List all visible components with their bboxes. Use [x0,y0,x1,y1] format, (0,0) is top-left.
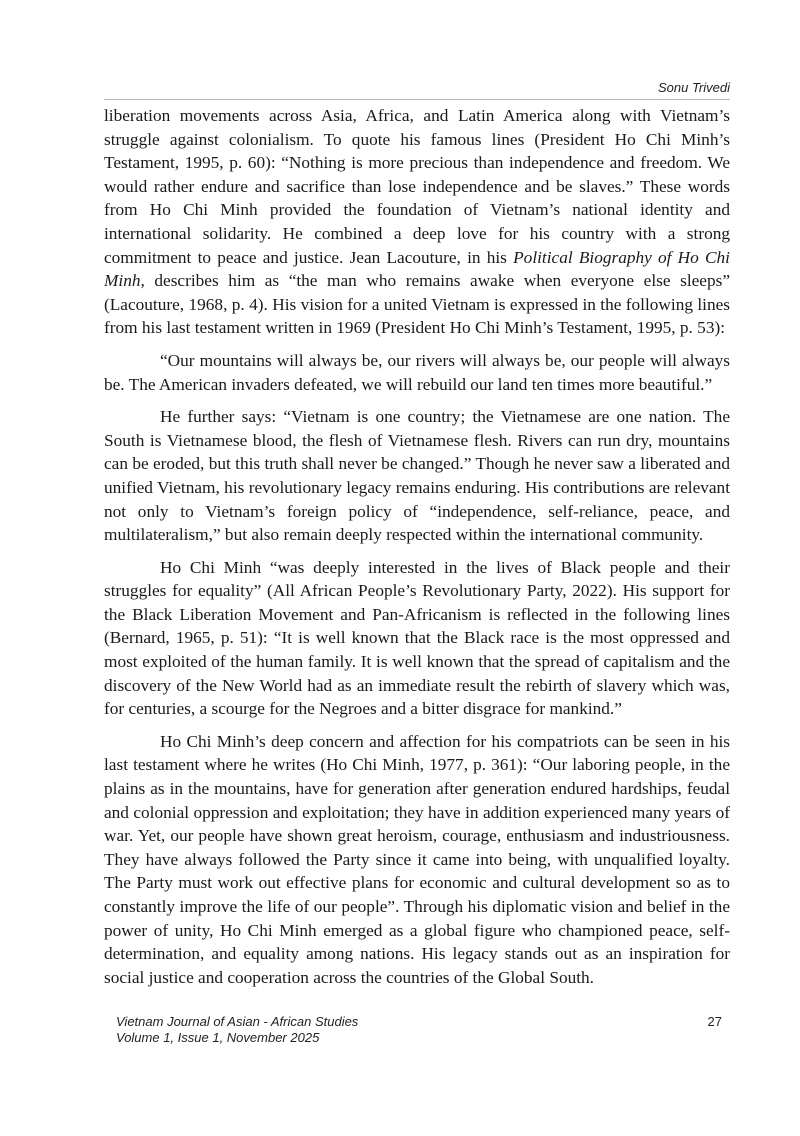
paragraph-1-text-a: liberation movements across Asia, Africa, and Latin America along with Vietnam’s struggle against colonialism. To quote his famous lines (President Ho Chi Minh’s Testament, 1995, p. 60): “Nothing is more precious than independence and freedom. We would rather endure and sacrifice than lose independence and be slaves.” These words from Ho Chi Minh provided the foundation of Vietnam’s national identity and international solidarity. He combined a deep love for his country with a strong commitment to peace and justice. Jean Lacouture, in his [104,106,730,267]
header-divider [104,99,730,100]
paragraph-5: Ho Chi Minh’s deep concern and affection for his compatriots can be seen in his last testament where he writes (Ho Chi Minh, 1977, p. 361): “Our laboring people, in the plains as in the mountains, have for generation after generation endured hardships, feudal and colonial oppression and exploitation; they have in addition experienced many years of war. Yet, our people have shown great heroism, courage, enthusiasm and industriousness. They have always followed the Party since it came into being, with unqualified loyalty. The Party must work out effective plans for economic and cultural development so as to constantly improve the life of our people”. Through his diplomatic vision and belief in the power of unity, Ho Chi Minh emerged as a global figure who championed peace, self-determination, and equality among nations. His legacy stands out as an inspiration for social justice and cooperation across the countries of the Global South. [104,731,730,987]
paragraph-3: He further says: “Vietnam is one country; the Vietnamese are one nation. The South is Vietnamese blood, the flesh of Vietnamese flesh. Rivers can run dry, mountains can be eroded, but this truth shall never be changed.” Though he never saw a liberated and unified Vietnam, his revolutionary legacy remains enduring. His contributions are relevant not only to Vietnam’s foreign policy of “independence, self-reliance, peace, and multilateralism,” but also remain deeply respected within the international community. [104,407,730,545]
paragraph-4: Ho Chi Minh “was deeply interested in the lives of Black people and their struggles for equality” (All African People’s Revolutionary Party, 2022). His support for the Black Liberation Movement and Pan-Africanism is reflected in the following lines (Bernard, 1965, p. 51): “It is well known that the Black race is the most oppressed and most exploited of the human family. It is well known that the spread of capitalism and the discovery of the New World had as an immediate result the rebirth of slavery which was, for centuries, a scourge for the Negroes and a bitter disgrace for mankind.” [104,557,730,719]
paragraph-2-quote: “Our mountains will always be, our rivers will always be, our people will always be. The American invaders defeated, we will rebuild our land ten times more beautiful.” [104,350,730,394]
running-head-author: Sonu Trivedi [657,80,730,95]
page-number: 27 [707,1014,722,1029]
paragraph-1-text-b: , describes him as “the man who remains awake when everyone else sleeps” (Lacouture, 1968, p. 4). His vision for a united Vietnam is expressed in the following lines from his last testament written in 1969 (President Ho Chi Minh’s Testament, 1995, p. 53): [104,271,730,338]
book-title: Political Biography of Ho Chi Minh [104,247,730,291]
article-body [104,104,730,998]
paragraph-1 [104,104,730,340]
footer-issue-info: Volume 1, Issue 1, November 2025 [116,1030,320,1045]
footer-journal-name: Vietnam Journal of Asian - African Studies [116,1014,359,1029]
page-footer [116,1014,722,1046]
